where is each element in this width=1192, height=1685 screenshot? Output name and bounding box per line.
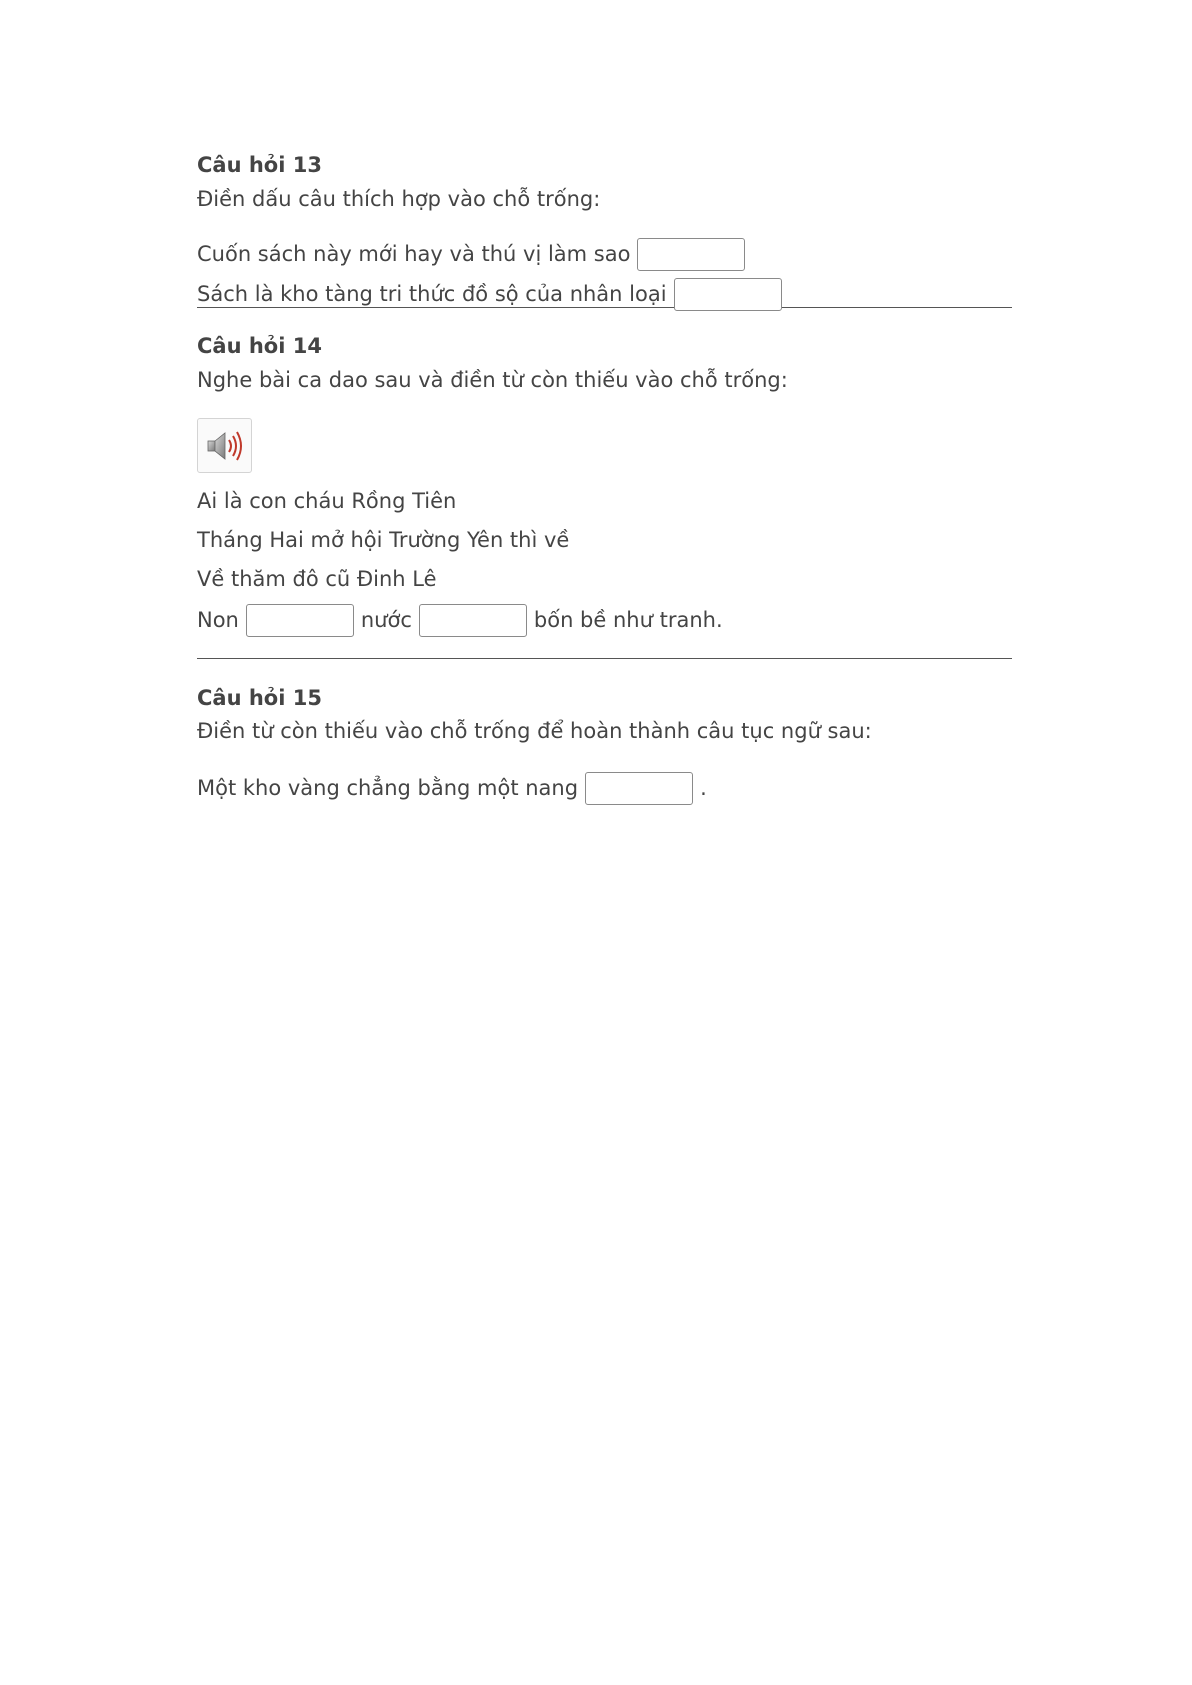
- poem-text-end: bốn bề như tranh.: [533, 608, 723, 632]
- poem-line-2: Tháng Hai mở hội Trường Yên thì về: [197, 528, 570, 552]
- punctuation-input-1[interactable]: [637, 238, 745, 271]
- question-13: [197, 150, 1012, 306]
- poem-text-nuoc: nước: [360, 608, 412, 632]
- missing-word-input-1[interactable]: [246, 604, 354, 637]
- sentence-text: Cuốn sách này mới hay và thú vị làm sao: [197, 242, 631, 266]
- proverb-input[interactable]: [585, 772, 693, 805]
- speaker-icon: [206, 429, 244, 463]
- poem-line-1: Ai là con cháu Rồng Tiên: [197, 489, 457, 513]
- question-prompt: Điền từ còn thiếu vào chỗ trống để hoàn thành câu tục ngữ sau:: [197, 719, 872, 743]
- poem-line-4: [197, 602, 1012, 638]
- answer-line-1: [197, 236, 1012, 272]
- poem-line-3: Về thăm đô cũ Đinh Lê: [197, 567, 437, 591]
- sentence-text: Sách là kho tàng tri thức đồ sộ của nhân loại: [197, 282, 667, 306]
- answer-line: [197, 770, 1012, 806]
- proverb-end: .: [700, 776, 707, 800]
- question-title: Câu hỏi 13: [197, 153, 322, 177]
- question-title: Câu hỏi 15: [197, 686, 322, 710]
- missing-word-input-2[interactable]: [419, 604, 527, 637]
- proverb-text: Một kho vàng chẳng bằng một nang: [197, 776, 579, 800]
- quiz-page: [197, 150, 1012, 806]
- play-audio-button[interactable]: [197, 418, 252, 473]
- question-14: [197, 308, 1012, 638]
- question-prompt: Điền dấu câu thích hợp vào chỗ trống:: [197, 187, 601, 211]
- punctuation-input-2[interactable]: [674, 278, 782, 311]
- question-prompt: Nghe bài ca dao sau và điền từ còn thiếu vào chỗ trống:: [197, 368, 788, 392]
- question-title: Câu hỏi 14: [197, 334, 322, 358]
- question-15: [197, 659, 1012, 806]
- answer-line-2: [197, 276, 1012, 312]
- poem-text-non: Non: [197, 608, 239, 632]
